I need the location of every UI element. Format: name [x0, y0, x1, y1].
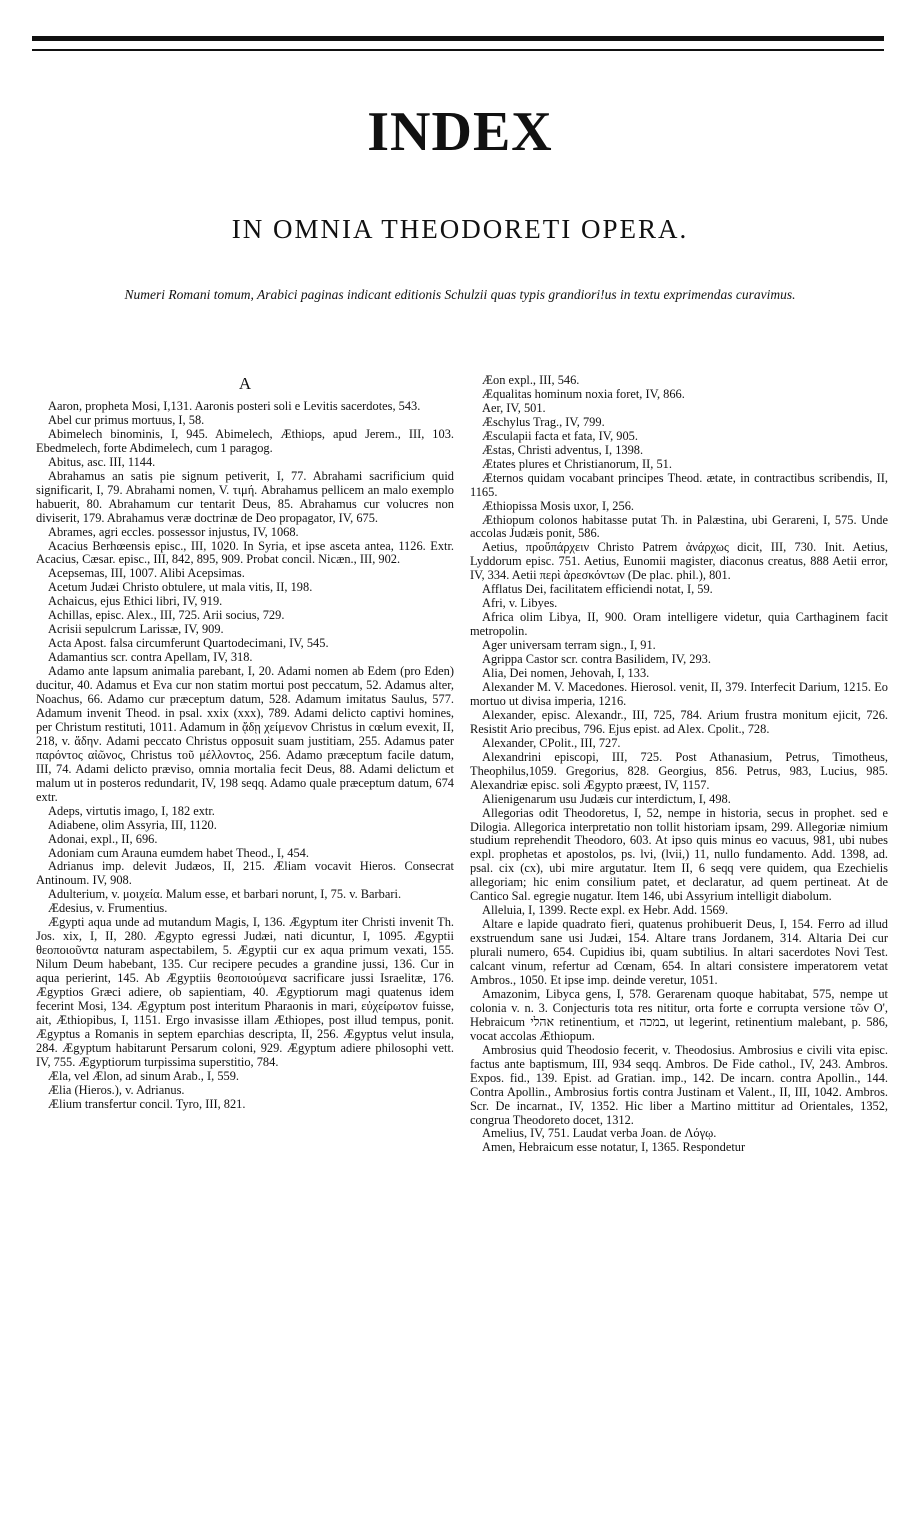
page-subtitle: IN OMNIA THEODORETI OPERA. [231, 214, 689, 244]
index-entry: Afflatus Dei, facilitatem efficiendi notat, I, 59. [482, 582, 713, 597]
top-rule [32, 36, 884, 51]
index-entry: Æla, vel Ælon, ad sinum Arab., I, 559. [48, 1068, 240, 1083]
index-entry: Æternos quidam vocabant principes Theod. ætate, in contractibus scribendis, II, 1165. [470, 470, 888, 499]
page-title: INDEX [367, 101, 553, 163]
index-entry: Ager universam terram sign., I, 91. [482, 638, 656, 653]
index-entry: Æsculapii facta et fata, IV, 905. [482, 428, 638, 443]
index-entry: Adamantius scr. contra Apellam, IV, 318. [48, 650, 253, 665]
index-entry: Acetum Judæi Christo obtulere, ut mala vitis, II, 198. [48, 580, 313, 595]
index-entry: Alexander, CPolit., III, 727. [482, 735, 621, 750]
index-entry: Alexander M. V. Macedones. Hierosol. venit, II, 379. Interfecit Darium, 1215. Eo mortuo ut divisa imperia, 1216. [470, 679, 888, 708]
index-entry: Acepsemas, III, 1007. Alibi Acepsimas. [48, 566, 245, 581]
index-entry: Acacius Berhœensis episc., III, 1020. In Syria, et ipse asceta antea, 1126. Extr. Acacius, Cæsar. episc., III, 842, 895, 909. Probat concil. Nicæn., III, 902. [36, 538, 454, 567]
index-entry: Aaron, propheta Mosi, I,131. Aaronis posteri soli e Levitis sacerdotes, 543. [48, 399, 421, 413]
index-entry: Alexandrini episcopi, III, 725. Post Athanasium, Petrus, Timotheus, Theophilus,1059. Gregorius, 828. Georgius, 856. Petrus, 983, Lucius, 985. Alexandriæ episc. soli Ægypto præest, IV, 1157. [470, 749, 888, 792]
index-entry: Alienigenarum usu Judæis cur interdictum, I, 498. [482, 791, 731, 806]
index-entry: Alleluia, I, 1399. Recte expl. ex Hebr. Add. 1569. [482, 903, 729, 918]
right-entries [470, 374, 888, 1155]
index-entry: Alia, Dei nomen, Jehovah, I, 133. [482, 666, 650, 681]
index-entry: Aer, IV, 501. [482, 400, 546, 415]
index-entry: Amen, Hebraicum esse notatur, I, 1365. Respondetur [482, 1140, 746, 1155]
index-entry: Adonai, expl., II, 696. [48, 831, 158, 846]
index-entry: Ambrosius quid Theodosio fecerit, v. Theodosius. Ambrosius e civili vita episc. factus ante baptismum, III, 934 seqq. Ambros. De Fide cathol., IV, 243. Ambros. Expos. fid., 139. Epist. ad Gratian. imp., 142. De incarn. contra Apollin., 144. Contra Apollin., Ambrosius fortis contra Justinam et Valent., II, III, 1042. Ambros. Scr. De incarnat., IV, 1352. Hic liber a Martino mittitur ad Orientales, 1352, congrua Theodoreto docet, 1312. [470, 1042, 888, 1127]
section-letter: A [238, 374, 252, 393]
index-entry: Agrippa Castor scr. contra Basilidem, IV, 293. [482, 652, 711, 667]
left-column [36, 374, 454, 1112]
index-entry: Achaicus, ejus Ethici libri, IV, 919. [48, 594, 223, 609]
index-entry: Æthiopissa Mosis uxor, I, 256. [482, 498, 634, 513]
index-entry: Afri, v. Libyes. [482, 596, 558, 611]
index-entry: Ætates plures et Christianorum, II, 51. [482, 456, 672, 471]
index-entry: Abrahamus an satis pie signum petiverit, I, 77. Abrahami sacrificium quid significarit, I, 79. Abrahami nomen, V. τιμή. Abrahamus pellicem an malo exemplo habuerit, 80. Abrahamum cur tentarit Deus, 85. Abrahamus cur volucres non diviserit, 179. Abrahamus veræ doctrinæ de Deo propagator, IV, 675. [36, 468, 454, 525]
index-entry: Ædesius, v. Frumentius. [48, 901, 168, 916]
right-column [470, 374, 888, 1155]
index-entry: Æstas, Christi adventus, I, 1398. [482, 442, 644, 457]
index-entry: Africa olim Libya, II, 900. Oram intelligere videtur, quia Carthaginem facit metropolin. [470, 610, 888, 639]
index-entry: Æthiopum colonos habitasse putat Th. in Palæstina, ubi Gerareni, I, 575. Unde accolas Judæis ponit, 586. [470, 512, 888, 541]
index-entry: Abitus, asc. III, 1144. [48, 454, 156, 469]
index-entry: Ælium transfertur concil. Tyro, III, 821. [48, 1096, 246, 1111]
index-entry: Achillas, episc. Alex., III, 725. Arii socius, 729. [48, 608, 285, 623]
index-entry: Æschylus Trag., IV, 799. [482, 414, 605, 429]
index-entry: Abel cur primus mortuus, I, 58. [48, 412, 205, 427]
index-entry: Adamo ante lapsum animalia parebant, I, 20. Adami nomen ab Edem (pro Eden) ducitur, 40. Adamus et Eva cur non statim mortui post peccatum, 52. Adamus alter, Noachus, 66. Adamo cur præceptum datum, 528. Adamum imitatus Saulus, 577. Adamum invenit Theod. in psal. xxix (xxx), 789. Adami delicto captivi homines, per Christum restituti, 1011. Adamum in ᾄδῃ χείμενον Christus in cœlum evexit, II, 218, v. ἅδην. Adami peccato Christus opposuit suam justitiam, 255. Adamus pater παρόντος αἰῶνος, Christus τοῦ μέλλοντος, 256. Adamo præceptum facile datum, III, 74. Adami delicto præviso, omnia mortalia fecit Deus, 88. Adami delictum et malum ut in posteros redundarit, IV, 198 seqq. Adamo quale præceptum datum, 674 extr. [36, 664, 454, 804]
left-entries [36, 400, 454, 1112]
index-entry: Amelius, IV, 751. Laudat verba Joan. de Λόγῳ. [482, 1126, 717, 1141]
index-entry: Alexander, episc. Alexandr., III, 725, 784. Arium frustra monitum ejicit, 726. Resistit Ario precibus, 796. Ejus epist. ad Alex. Cpolit., 728. [470, 707, 888, 736]
index-entry: Ælia (Hieros.), v. Adrianus. [48, 1082, 185, 1097]
index-entry: Acta Apost. falsa circumferunt Quartodecimani, IV, 545. [48, 636, 329, 651]
index-entry: Aetius, προὔπάρχειν Christo Patrem ἀνάρχως dicit, III, 730. Init. Aetius, Lyddorum episc. 751. Aetius, Eunomii magister, diaconus creatus, 888 Aetii error, IV, 334. Aetii περὶ ἀρεσκόντων (De plac. phil.), 801. [470, 540, 888, 583]
index-entry: Altare e lapide quadrato fieri, quatenus prohibuerit Deus, I, 154. Ferro ad illud exstruendum sane usi Judæi, 154. Altare trans Jordanem, 314. Altaria Dei cur plurali numero, 654. Cupidius ibi, quam subtilius. In altari sacerdotes Novi Test. calcant vinum, refertur ad Cœnam, 654. In altari consistere imperatorem vetat Ambros., 1050. Et ipse imp. deinde veretur, 1051. [470, 917, 888, 987]
index-entry: Ægypti aqua unde ad mutandum Magis, I, 136. Ægyptum iter Christi invenit Th. Jos. xix, I, II, 280. Ægypto egressi Judæi, nati dicuntur, I, 1095. Ægyptii θεοποιοῦντα naturam aspectabilem, 5. Ægyptii cur ex aqua primum vexati, 155. Nilum Deum habebant, 135. Cur recipere pecudes a grandine jussi, 136. Cur in aqua perierint, 145. Ab Ægyptiis θεοποιούμενα sacrificare jussi Israelitæ, 176. Ægyptios Græci adiere, ob sapientiam, 40. Ægyptiorum magi quatenus idem fecerint Mosi, 134. Ægyptum post interitum Pharaonis in mari, εὐχείρωτον fuisse, ait, Æthiopibus, I, 1151. Ergo invasisse illam Æthiopes, post illud tempus, ponit. Ægyptus a Romanis in septem eparchias descripta, II, 256. Ægyptus velut insula, 284. Ægyptum habitarunt Persarum coloni, 929. Ægyptum adiere philosophi vett. IV, 755. Ægyptiorum turpissima superstitio, 784. [36, 915, 454, 1069]
index-entry: Amazonim, Libyca gens, I, 578. Gerarenam quoque habitabat, 575, nempe ut colonia v. n. 3. Conjecturis tota res nititur, orta forte e corrupta versione τῶν Ο', Hebraicum אהלי retinentium, et במכה, ut legerint, retinentium malebant, p. 586, vocat accolas Æthiopum. [470, 986, 888, 1043]
index-entry: Æqualitas hominum noxia foret, IV, 866. [482, 386, 685, 401]
index-entry: Adoniam cum Arauna eumdem habet Theod., I, 454. [48, 845, 309, 860]
index-entry: Æon expl., III, 546. [482, 373, 580, 387]
index-entry: Adrianus imp. delevit Judæos, II, 215. Æliam vocavit Hieros. Consecrat Antinoum. IV, 908. [36, 859, 454, 888]
index-entry: Adiabene, olim Assyria, III, 1120. [48, 817, 217, 832]
index-entry: Adulterium, v. μοιχεία. Malum esse, et barbari norunt, I, 75. v. Barbari. [48, 887, 402, 902]
index-entry: Abimelech binominis, I, 945. Abimelech, Æthiops, apud Jerem., III, 103. Ebedmelech, forte Abdimelech, cum 1 paragog. [36, 426, 454, 455]
index-entry: Abrames, agri eccles. possessor injustus, IV, 1068. [48, 524, 299, 539]
index-entry: Acrisii sepulcrum Larissæ, IV, 909. [48, 622, 224, 637]
index-entry: Allegorias odit Theodoretus, I, 52, nempe in historia, secus in prophet. sed e Dilogia. Allegorica interpretatio non tollit historiam ipsam, 299. Allegoriæ nimium studium reprehendit Theodoro, 603. At ipso quis minus eo vacuus, 981, ubi nubes expl. prophetas et apostolos, ps. lvi, (lvii,) 11, nullo fundamento. Add. 1398, ad. psal. cix (cx), ubi mire argutatur. Item II, 6 seqq vere quidem, qua Ezechielis allegoriam; hic enim consilium patet, et declaratur, ad quem pertineat. At de Cantico Sal. egregie nugatur. Item 146, ubi Assyrium intelligit diabolum. [470, 805, 888, 904]
editorial-note: Numeri Romani tomum, Arabici paginas indicant editionis Schulzii quas typis grandiori!us in textu exprimendas curavimus. [124, 287, 796, 302]
index-entry: Adeps, virtutis imago, I, 182 extr. [48, 803, 215, 818]
